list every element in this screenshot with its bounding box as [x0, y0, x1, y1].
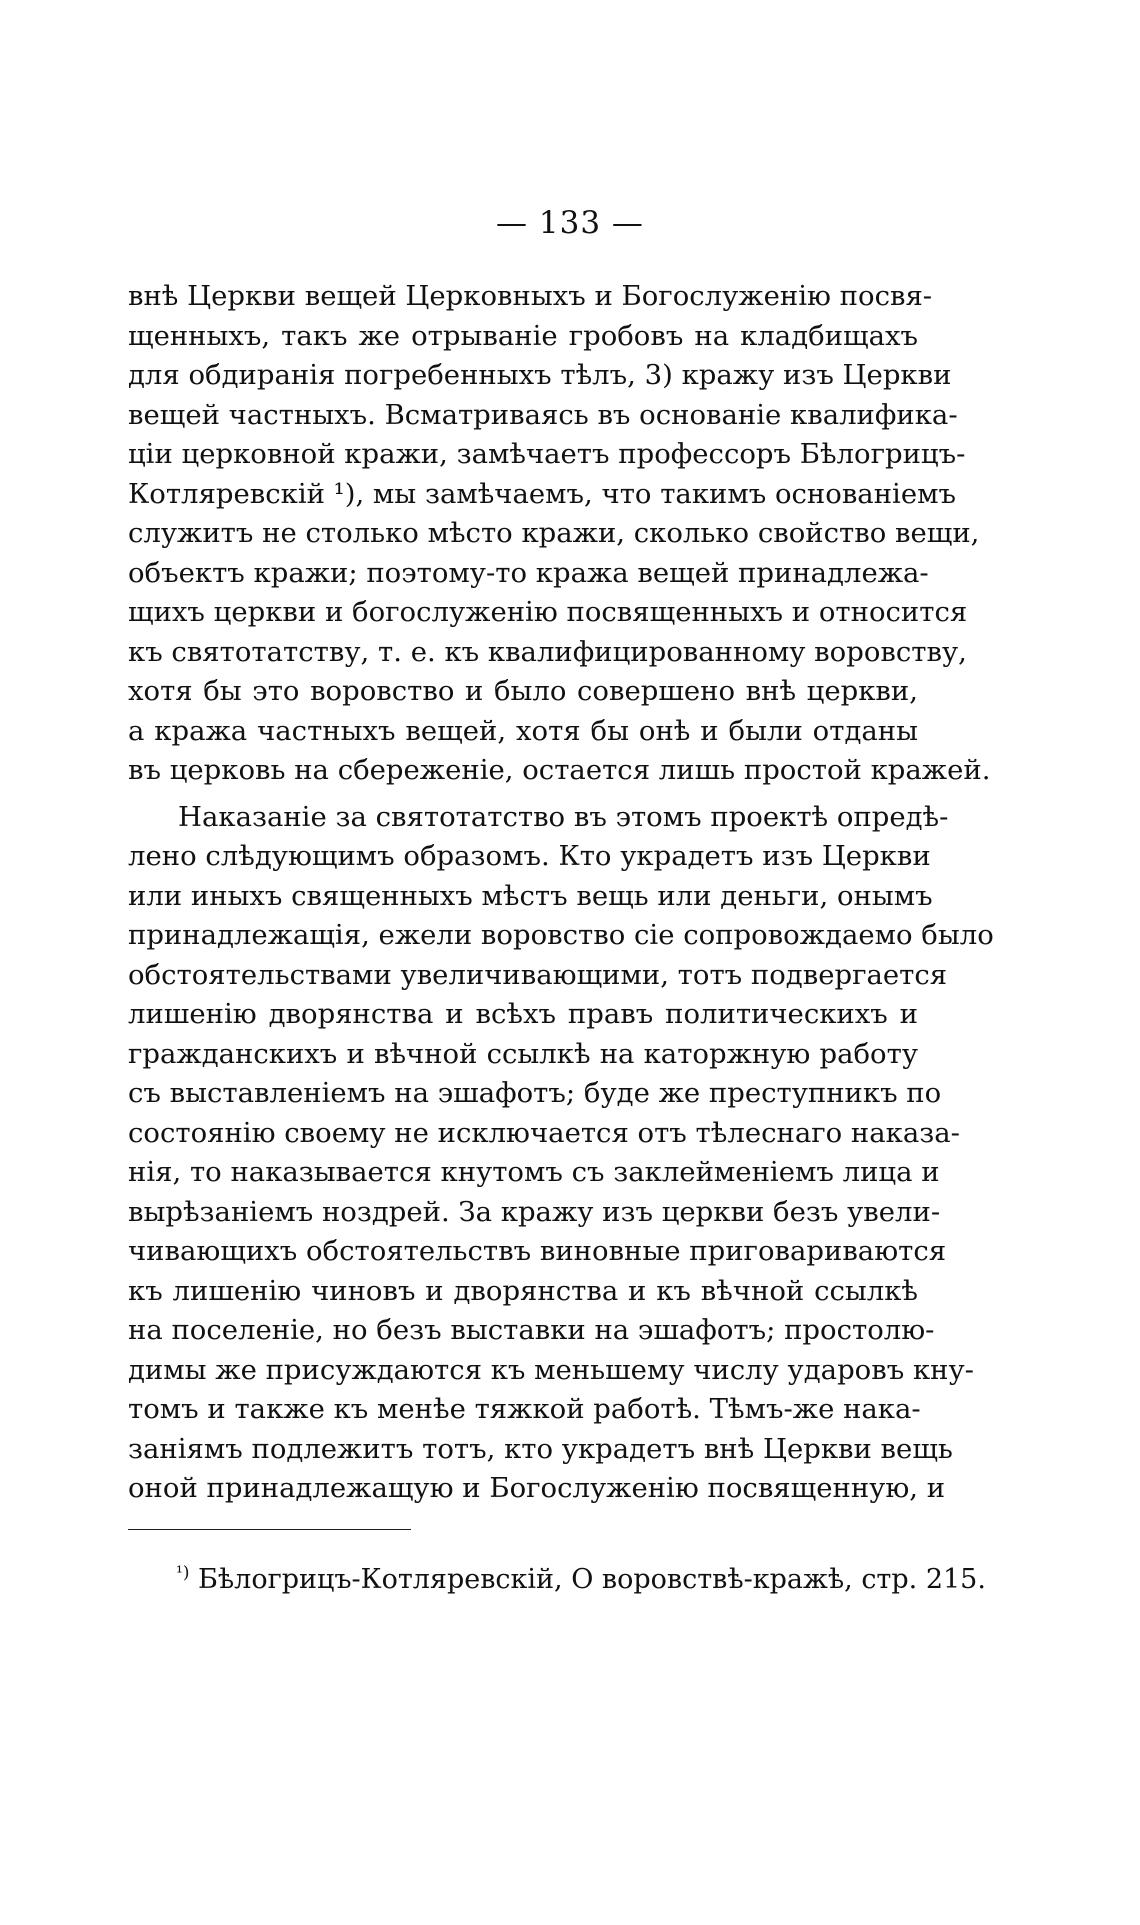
text-line: для обдиранія погребенныхъ тѣлъ, 3) кражу изъ Церкви — [128, 359, 952, 391]
text-line: Наказаніе за святотатство въ этомъ проектѣ опредѣ- — [178, 800, 949, 833]
text-line: вещей частныхъ. Всматриваясь въ основаніе квалифика- — [128, 398, 958, 431]
page-number: — 133 — — [496, 205, 644, 241]
text-line: на поселеніе, но безъ выставки на эшафотъ; простолю- — [128, 1314, 935, 1346]
text-line: лишенію дворянства и всѣхъ правъ политическихъ и — [128, 998, 918, 1030]
text-line: объектъ кражи; поэтому-то кража вещей принадлежа- — [128, 556, 929, 589]
text-line: состоянію своему не исключается отъ тѣлеснаго наказа- — [128, 1116, 960, 1149]
text-line: томъ и также къ менѣе тяжкой работѣ. Тѣмъ-же нака- — [128, 1393, 921, 1425]
text-line: гражданскихъ и вѣчной ссылкѣ на каторжную работу — [128, 1037, 918, 1070]
text-line: лено слѣдующимъ образомъ. Кто украдетъ изъ Церкви — [128, 840, 931, 872]
text-line: къ святотатству, т. е. къ квалифицированному воровству, — [128, 635, 967, 668]
text-line: оной принадлежащую и Богослуженію посвященную, и — [128, 1472, 946, 1504]
text-line: Котляревскій ¹), мы замѣчаемъ, что такимъ основаніемъ — [128, 477, 956, 510]
footnote-rule — [128, 1529, 411, 1530]
text-line: вырѣзаніемъ ноздрей. За кражу изъ церкви безъ увели- — [128, 1195, 941, 1228]
text-line: служитъ не столько мѣсто кражи, сколько свойство вещи, — [128, 517, 980, 549]
text-line: къ лишенію чиновъ и дворянства и къ вѣчной ссылкѣ — [128, 1274, 918, 1307]
footnote-marker: ¹) — [176, 1563, 190, 1583]
text-line: принадлежащія, ежели воровство сіе сопровождаемо было — [128, 919, 994, 951]
text-line: обстоятельствами увеличивающими, тотъ подвергается — [128, 958, 948, 991]
text-line: съ выставленіемъ на эшафотъ; буде же преступникъ по — [128, 1077, 942, 1109]
text-line: въ церковь на сбереженіе, остается лишь простой кражей. — [128, 754, 991, 786]
paragraph-gap — [128, 791, 918, 798]
footnote-text: Бѣлогрицъ-Котляревскій, О воровствѣ-кражѣ, стр. 215. — [198, 1564, 986, 1595]
body-text — [128, 277, 994, 1509]
text-line: или иныхъ священныхъ мѣстъ вещь или деньги, онымъ — [128, 879, 933, 912]
text-line: нія, то наказывается кнутомъ съ заклейменіемъ лица и — [128, 1156, 940, 1188]
text-line: щенныхъ, такъ же отрываніе гробовъ на кладбищахъ — [128, 319, 918, 352]
text-line: ціи церковной кражи, замѣчаетъ профессоръ Бѣлогрицъ- — [128, 438, 966, 470]
text-line: димы же присуждаются къ меньшему числу ударовъ кну- — [128, 1353, 974, 1386]
footnote — [176, 1561, 986, 1599]
text-line: чивающихъ обстоятельствъ виновные приговариваются — [128, 1235, 947, 1267]
text-line: заніямъ подлежитъ тотъ, кто украдетъ внѣ Церкви вещь — [128, 1432, 953, 1465]
text-line: хотя бы это воровство и было совершено внѣ церкви, — [128, 675, 918, 707]
text-line: а кража частныхъ вещей, хотя бы онѣ и были отданы — [128, 714, 918, 747]
text-line: щихъ церкви и богослуженію посвященныхъ и относится — [128, 596, 968, 628]
text-line: внѣ Церкви вещей Церковныхъ и Богослуженію посвя- — [128, 280, 933, 312]
